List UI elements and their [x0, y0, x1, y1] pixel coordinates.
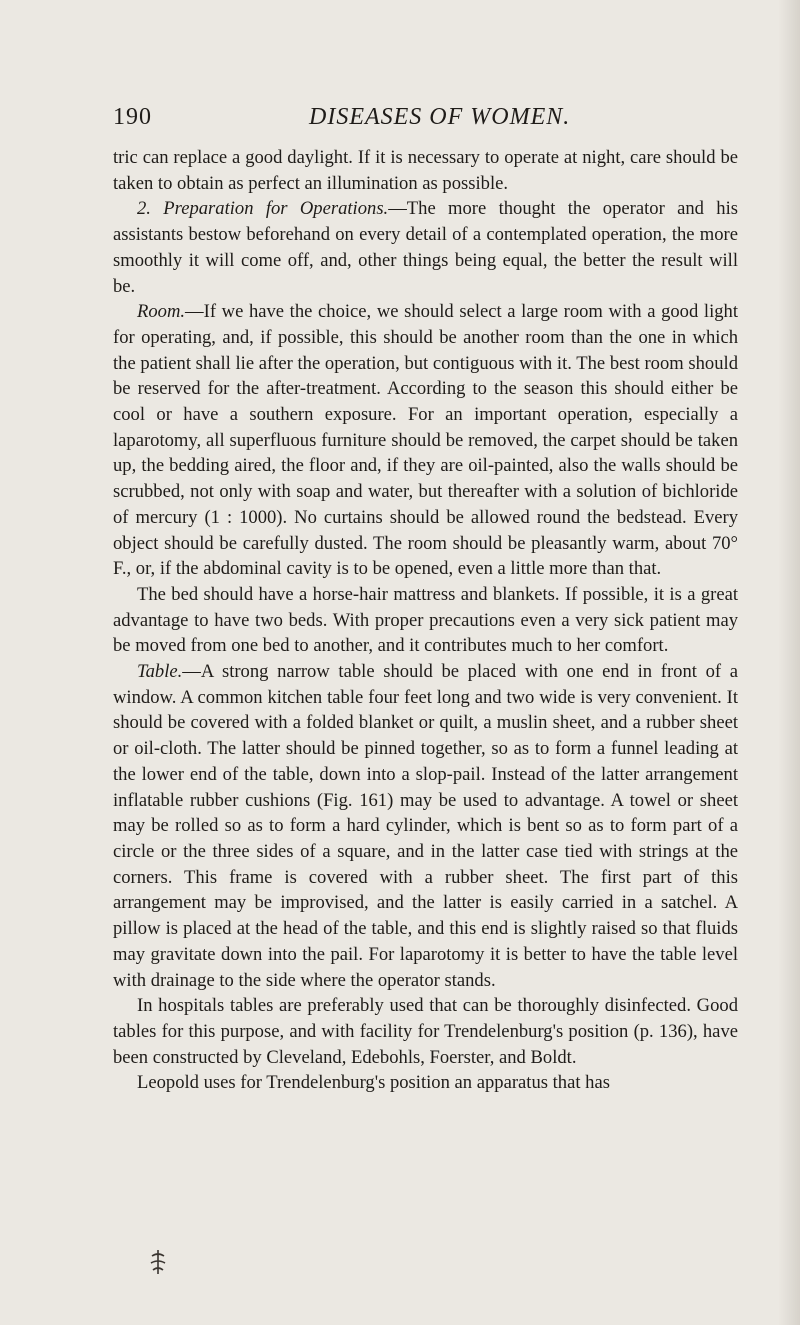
paragraph-hospitals [113, 993, 738, 1070]
page-header [113, 104, 738, 134]
page-number: 190 [113, 104, 152, 130]
paragraph-text: The bed should have a horse-hair mattress and blankets. If possible, it is a great advantage to have two beds. With proper precautions even a very sick patient may be moved from one bed to another, and it contributes much to her comfort. [113, 583, 738, 657]
paragraph-text: tric can replace a good daylight. If it is necessary to operate at night, care should be taken to obtain as perfect an illumination as possible. [113, 147, 738, 194]
paragraph-text: Leopold uses for Trendelenburg's position an apparatus that has [137, 1072, 610, 1094]
page-edge-shadow [778, 0, 800, 1325]
paragraph-text: —A strong narrow table should be placed with one end in front of a window. A common kitchen table four feet long and two wide is very convenient. It should be covered with a folded blanket or quilt, a muslin sheet, and a rubber sheet or oil-cloth. The latter should be pinned together, so as to form a funnel leading at the lower end of the table, down into a slop-pail. Instead of the latter arrangement inflatable rubber cushions (Fig. 161) may be used to advantage. A towel or sheet may be rolled so as to form a hard cylinder, which is bent so as to form part of a circle or the three sides of a square, and in the latter case tied with strings at the corners. This frame is covered with a rubber sheet. The first part of this arrangement may be improvised, and the latter is easily carried in a satchel. A pillow is placed at the head of the table, and this end is slightly raised so that fluids may gravitate down into the pail. For laparotomy it is better to have the table level with drainage to the side where the operator stands. [113, 661, 738, 991]
paragraph-lead: 2. Preparation for Operations. [137, 198, 389, 220]
paragraph-leopold [113, 1070, 738, 1096]
paragraph-room [113, 299, 738, 582]
paragraph-lead: Table. [137, 661, 183, 683]
paragraph-bed [113, 582, 738, 659]
running-title: DISEASES OF WOMEN. [309, 104, 571, 130]
paragraph-continuation [113, 145, 738, 196]
paragraph-text: —The more thought the operator and his assistants bestow beforehand on every detail of a contemplated operation, the more smoothly it will come off, and, other things being equal, the better the result will be. [113, 198, 738, 297]
paragraph-table [113, 659, 738, 993]
paragraph-text: —If we have the choice, we should select a large room with a good light for operating, and, if possible, this should be another room than the one in which the patient shall lie after the operation, but contiguous with it. The best room should be reserved for the after-treatment. According to the season this should either be cool or have a southern exposure. For an important operation, especially a laparotomy, all superfluous furniture should be removed, the carpet should be taken up, the bedding aired, the floor and, if they are oil-painted, also the walls should be scrubbed, not only with soap and water, but thereafter with a solution of bichloride of mercury (1 : 1000). No curtains should be allowed round the bedstead. Every object should be carefully dusted. The room should be pleasantly warm, about 70° F., or, if the abdominal cavity is to be opened, even a little more than that. [113, 301, 738, 580]
paragraph-text: In hospitals tables are preferably used that can be thoroughly disinfected. Good tables for this purpose, and with facility for Trendelenburg's position (p. 136), have been constructed by Cleveland, Edebohls, Foerster, and Boldt. [113, 995, 738, 1068]
body-text [113, 145, 738, 1096]
paragraph-preparation [113, 196, 738, 299]
printer-ornament-icon [148, 1248, 168, 1276]
paragraph-lead: Room. [137, 301, 186, 323]
